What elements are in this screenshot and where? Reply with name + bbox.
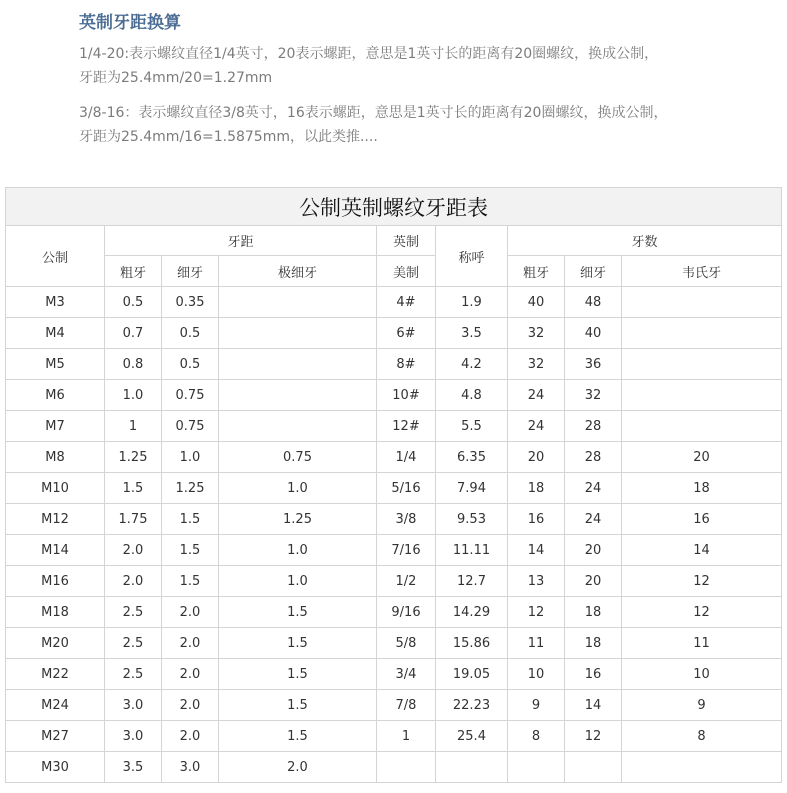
cell-tpi-fine: 20 [565, 566, 622, 597]
cell-tpi-fine: 24 [565, 504, 622, 535]
cell-fine-pitch: 0.75 [162, 380, 219, 411]
cell-nominal-diameter: 6.35 [436, 442, 508, 473]
cell-tpi-fine: 24 [565, 473, 622, 504]
cell-tpi-fine: 18 [565, 628, 622, 659]
cell-extra-fine-pitch: 1.5 [219, 659, 377, 690]
cell-metric-size: M22 [6, 659, 105, 690]
cell-coarse-pitch: 2.5 [105, 597, 162, 628]
cell-fine-pitch: 0.5 [162, 318, 219, 349]
cell-tpi-fine: 16 [565, 659, 622, 690]
cell-imperial-size: 5/8 [377, 628, 436, 659]
cell-extra-fine-pitch: 1.0 [219, 473, 377, 504]
cell-fine-pitch: 2.0 [162, 597, 219, 628]
cell-coarse-pitch: 3.0 [105, 690, 162, 721]
table-row [6, 721, 782, 752]
cell-metric-size: M4 [6, 318, 105, 349]
table-row [6, 411, 782, 442]
cell-imperial-size: 5/16 [377, 473, 436, 504]
cell-whitworth-tpi: 18 [622, 473, 782, 504]
cell-tpi-coarse: 24 [508, 380, 565, 411]
cell-extra-fine-pitch: 0.75 [219, 442, 377, 473]
cell-fine-pitch: 1.0 [162, 442, 219, 473]
cell-nominal-diameter: 22.23 [436, 690, 508, 721]
cell-metric-size: M24 [6, 690, 105, 721]
table-row [6, 752, 782, 783]
table-row [6, 318, 782, 349]
cell-nominal-diameter: 3.5 [436, 318, 508, 349]
cell-whitworth-tpi: 20 [622, 442, 782, 473]
cell-coarse-pitch: 3.0 [105, 721, 162, 752]
cell-coarse-pitch: 1.0 [105, 380, 162, 411]
cell-tpi-fine: 20 [565, 535, 622, 566]
cell-imperial-size: 3/8 [377, 504, 436, 535]
table-row [6, 504, 782, 535]
cell-metric-size: M30 [6, 752, 105, 783]
cell-nominal-diameter: 4.8 [436, 380, 508, 411]
cell-extra-fine-pitch [219, 380, 377, 411]
cell-tpi-fine: 14 [565, 690, 622, 721]
cell-metric-size: M27 [6, 721, 105, 752]
cell-whitworth-tpi [622, 752, 782, 783]
cell-nominal-diameter: 11.11 [436, 535, 508, 566]
cell-metric-size: M10 [6, 473, 105, 504]
cell-tpi-fine: 18 [565, 597, 622, 628]
cell-nominal-diameter: 1.9 [436, 287, 508, 318]
paragraph-line: 3/8-16：表示螺纹直径3/8英寸，16表示螺距，意思是1英寸长的距离有20圈螺纹，换成公制， [79, 105, 668, 121]
cell-whitworth-tpi [622, 349, 782, 380]
cell-extra-fine-pitch [219, 318, 377, 349]
cell-tpi-fine: 32 [565, 380, 622, 411]
cell-metric-size: M16 [6, 566, 105, 597]
cell-imperial-size: 7/8 [377, 690, 436, 721]
cell-nominal-diameter: 25.4 [436, 721, 508, 752]
intro-paragraph-1 [79, 42, 779, 90]
cell-tpi-coarse: 18 [508, 473, 565, 504]
cell-tpi-fine: 48 [565, 287, 622, 318]
intro-paragraph-2 [79, 101, 779, 149]
cell-imperial-size: 7/16 [377, 535, 436, 566]
cell-tpi-fine: 28 [565, 411, 622, 442]
cell-tpi-coarse: 16 [508, 504, 565, 535]
cell-fine-pitch: 2.0 [162, 628, 219, 659]
header-imperial-top: 英制 [377, 226, 436, 256]
cell-extra-fine-pitch: 1.5 [219, 628, 377, 659]
intro-heading: 英制牙距换算 [79, 13, 181, 33]
cell-metric-size: M20 [6, 628, 105, 659]
cell-extra-fine-pitch [219, 411, 377, 442]
table-row [6, 597, 782, 628]
cell-tpi-coarse: 13 [508, 566, 565, 597]
cell-tpi-coarse: 20 [508, 442, 565, 473]
cell-coarse-pitch: 0.5 [105, 287, 162, 318]
cell-nominal-diameter [436, 752, 508, 783]
cell-tpi-coarse: 24 [508, 411, 565, 442]
table-row [6, 380, 782, 411]
cell-extra-fine-pitch: 1.5 [219, 690, 377, 721]
cell-nominal-diameter: 7.94 [436, 473, 508, 504]
cell-imperial-size: 6# [377, 318, 436, 349]
header-pitch: 牙距 [105, 226, 377, 256]
cell-coarse-pitch: 0.7 [105, 318, 162, 349]
cell-tpi-fine: 40 [565, 318, 622, 349]
cell-tpi-fine: 12 [565, 721, 622, 752]
cell-whitworth-tpi [622, 287, 782, 318]
cell-fine-pitch: 0.5 [162, 349, 219, 380]
header-tpi-coarse: 粗牙 [508, 256, 565, 287]
cell-tpi-coarse: 10 [508, 659, 565, 690]
cell-imperial-size [377, 752, 436, 783]
cell-imperial-size: 12# [377, 411, 436, 442]
cell-whitworth-tpi: 14 [622, 535, 782, 566]
cell-coarse-pitch: 1 [105, 411, 162, 442]
header-tpi-fine: 细牙 [565, 256, 622, 287]
header-tpi: 牙数 [508, 226, 782, 256]
cell-whitworth-tpi: 12 [622, 597, 782, 628]
header-nominal: 称呼 [436, 226, 508, 287]
table-row [6, 535, 782, 566]
cell-nominal-diameter: 19.05 [436, 659, 508, 690]
cell-coarse-pitch: 0.8 [105, 349, 162, 380]
cell-coarse-pitch: 1.25 [105, 442, 162, 473]
cell-metric-size: M8 [6, 442, 105, 473]
cell-whitworth-tpi [622, 318, 782, 349]
cell-coarse-pitch: 1.75 [105, 504, 162, 535]
cell-coarse-pitch: 2.5 [105, 628, 162, 659]
cell-fine-pitch: 1.5 [162, 566, 219, 597]
cell-whitworth-tpi: 16 [622, 504, 782, 535]
cell-fine-pitch: 0.35 [162, 287, 219, 318]
header-whitworth: 韦氏牙 [622, 256, 782, 287]
table-row [6, 349, 782, 380]
cell-metric-size: M12 [6, 504, 105, 535]
cell-whitworth-tpi: 10 [622, 659, 782, 690]
cell-tpi-fine [565, 752, 622, 783]
header-metric: 公制 [6, 226, 105, 287]
cell-whitworth-tpi: 12 [622, 566, 782, 597]
thread-pitch-table [5, 187, 782, 783]
cell-nominal-diameter: 9.53 [436, 504, 508, 535]
table-row [6, 287, 782, 318]
cell-tpi-fine: 28 [565, 442, 622, 473]
cell-nominal-diameter: 5.5 [436, 411, 508, 442]
cell-tpi-coarse: 14 [508, 535, 565, 566]
cell-fine-pitch: 2.0 [162, 721, 219, 752]
paragraph-line: 牙距为25.4mm/16=1.5875mm，以此类推.... [79, 129, 378, 145]
cell-tpi-coarse: 32 [508, 318, 565, 349]
cell-tpi-coarse [508, 752, 565, 783]
cell-coarse-pitch: 3.5 [105, 752, 162, 783]
table-row [6, 690, 782, 721]
cell-imperial-size: 4# [377, 287, 436, 318]
cell-extra-fine-pitch: 1.0 [219, 566, 377, 597]
table-body [6, 287, 782, 783]
header-extra-fine: 极细牙 [219, 256, 377, 287]
cell-fine-pitch: 1.5 [162, 504, 219, 535]
cell-whitworth-tpi: 8 [622, 721, 782, 752]
cell-whitworth-tpi: 11 [622, 628, 782, 659]
paragraph-line: 牙距为25.4mm/20=1.27mm [79, 70, 273, 86]
cell-imperial-size: 9/16 [377, 597, 436, 628]
cell-fine-pitch: 2.0 [162, 690, 219, 721]
cell-coarse-pitch: 2.0 [105, 566, 162, 597]
cell-imperial-size: 10# [377, 380, 436, 411]
cell-whitworth-tpi [622, 380, 782, 411]
cell-extra-fine-pitch: 1.5 [219, 597, 377, 628]
cell-imperial-size: 1/2 [377, 566, 436, 597]
table-row [6, 442, 782, 473]
cell-tpi-fine: 36 [565, 349, 622, 380]
header-imperial-bottom: 美制 [377, 256, 436, 287]
cell-tpi-coarse: 8 [508, 721, 565, 752]
cell-fine-pitch: 1.5 [162, 535, 219, 566]
cell-whitworth-tpi: 9 [622, 690, 782, 721]
cell-tpi-coarse: 11 [508, 628, 565, 659]
cell-tpi-coarse: 32 [508, 349, 565, 380]
cell-coarse-pitch: 2.5 [105, 659, 162, 690]
cell-extra-fine-pitch: 1.5 [219, 721, 377, 752]
cell-metric-size: M7 [6, 411, 105, 442]
table-row [6, 473, 782, 504]
cell-imperial-size: 1/4 [377, 442, 436, 473]
cell-tpi-coarse: 40 [508, 287, 565, 318]
table-row [6, 566, 782, 597]
cell-metric-size: M6 [6, 380, 105, 411]
cell-imperial-size: 1 [377, 721, 436, 752]
cell-metric-size: M18 [6, 597, 105, 628]
cell-fine-pitch: 0.75 [162, 411, 219, 442]
cell-fine-pitch: 1.25 [162, 473, 219, 504]
thread-pitch-table-container [5, 187, 781, 783]
cell-fine-pitch: 2.0 [162, 659, 219, 690]
cell-imperial-size: 8# [377, 349, 436, 380]
cell-metric-size: M14 [6, 535, 105, 566]
cell-extra-fine-pitch [219, 349, 377, 380]
cell-extra-fine-pitch: 1.0 [219, 535, 377, 566]
table-title: 公制英制螺纹牙距表 [6, 188, 782, 226]
cell-imperial-size: 3/4 [377, 659, 436, 690]
cell-coarse-pitch: 1.5 [105, 473, 162, 504]
cell-tpi-coarse: 12 [508, 597, 565, 628]
cell-tpi-coarse: 9 [508, 690, 565, 721]
paragraph-line: 1/4-20:表示螺纹直径1/4英寸，20表示螺距，意思是1英寸长的距离有20圈螺纹，换成公制， [79, 46, 659, 62]
cell-metric-size: M3 [6, 287, 105, 318]
table-row [6, 628, 782, 659]
table-row [6, 659, 782, 690]
cell-metric-size: M5 [6, 349, 105, 380]
cell-nominal-diameter: 4.2 [436, 349, 508, 380]
cell-coarse-pitch: 2.0 [105, 535, 162, 566]
table-header [6, 188, 782, 287]
cell-extra-fine-pitch: 2.0 [219, 752, 377, 783]
cell-extra-fine-pitch: 1.25 [219, 504, 377, 535]
cell-extra-fine-pitch [219, 287, 377, 318]
cell-nominal-diameter: 12.7 [436, 566, 508, 597]
cell-whitworth-tpi [622, 411, 782, 442]
header-fine: 细牙 [162, 256, 219, 287]
cell-nominal-diameter: 15.86 [436, 628, 508, 659]
cell-nominal-diameter: 14.29 [436, 597, 508, 628]
header-coarse: 粗牙 [105, 256, 162, 287]
cell-fine-pitch: 3.0 [162, 752, 219, 783]
